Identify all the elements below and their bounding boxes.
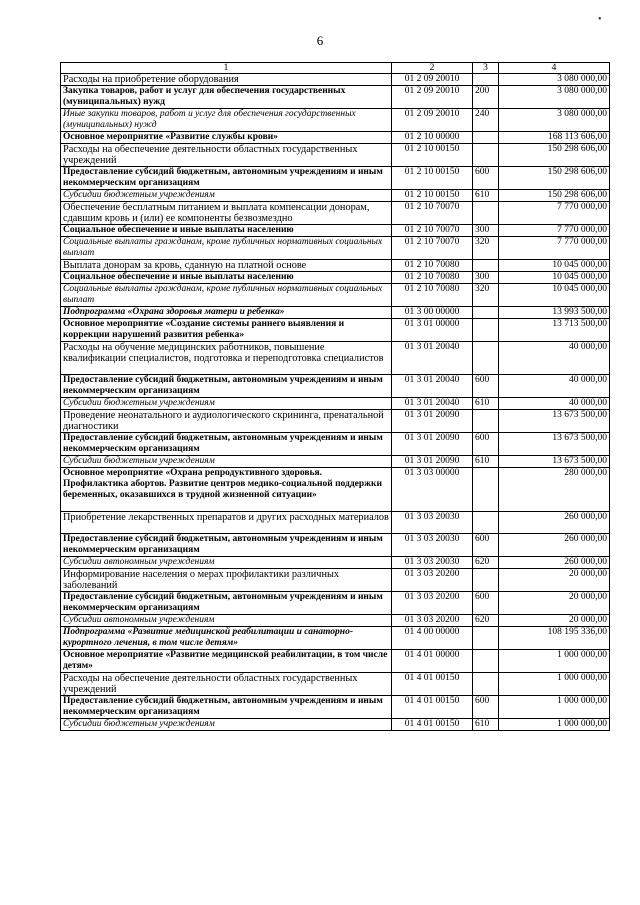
row-expense-type [473, 319, 499, 342]
row-name: Основное мероприятие «Развитие службы крови» [61, 132, 392, 144]
row-sum: 20 000,00 [499, 615, 610, 627]
row-sum: 7 770 000,00 [499, 202, 610, 225]
row-sum: 13 993 500,00 [499, 307, 610, 319]
row-sum: 13 673 500,00 [499, 410, 610, 433]
row-name: Основное мероприятие «Создание системы раннего выявления и коррекции нарушений развития ребенка» [61, 319, 392, 342]
page-number: 6 [316, 33, 324, 48]
table-row [61, 569, 610, 592]
row-expense-type [473, 569, 499, 592]
row-sum: 1 000 000,00 [499, 650, 610, 673]
row-name: Иные закупки товаров, работ и услуг для обеспечения государственных (муниципальных) нужд [61, 109, 392, 132]
row-expense-type: 600 [473, 433, 499, 456]
row-code: 01 3 03 20200 [392, 569, 473, 592]
row-sum: 10 045 000,00 [499, 272, 610, 284]
row-code: 01 3 03 20200 [392, 592, 473, 615]
row-sum: 20 000,00 [499, 592, 610, 615]
row-sum: 260 000,00 [499, 512, 610, 534]
table-row [61, 237, 610, 260]
row-name: Закупка товаров, работ и услуг для обеспечения государственных (муниципальных) нужд [61, 86, 392, 109]
row-name: Информирование населения о мерах профилактики различных заболеваний [61, 569, 392, 592]
row-code: 01 3 00 00000 [392, 307, 473, 319]
row-name: Приобретение лекарственных препаратов и других расходных материалов [61, 512, 392, 534]
table-row [61, 375, 610, 398]
row-code: 01 2 10 70080 [392, 260, 473, 272]
table-row [61, 167, 610, 190]
row-code: 01 2 10 00000 [392, 132, 473, 144]
row-name: Предоставление субсидий бюджетным, автономным учреждениям и иным некоммерческим организациям [61, 696, 392, 719]
table-row [61, 592, 610, 615]
table-row [61, 433, 610, 456]
row-expense-type: 610 [473, 456, 499, 468]
row-name: Социальные выплаты гражданам, кроме публичных нормативных социальных выплат [61, 284, 392, 307]
table-row [61, 144, 610, 167]
row-name: Предоставление субсидий бюджетным, автономным учреждениям и иным некоммерческим организациям [61, 375, 392, 398]
row-sum: 3 080 000,00 [499, 86, 610, 109]
table-row [61, 456, 610, 468]
budget-table [60, 62, 610, 731]
row-expense-type: 620 [473, 557, 499, 569]
table-row [61, 86, 610, 109]
row-expense-type [473, 74, 499, 86]
row-sum: 40 000,00 [499, 375, 610, 398]
row-sum: 260 000,00 [499, 557, 610, 569]
row-expense-type [473, 673, 499, 696]
row-sum: 3 080 000,00 [499, 74, 610, 86]
row-sum: 150 298 606,00 [499, 167, 610, 190]
row-name: Социальное обеспечение и иные выплаты населению [61, 225, 392, 237]
row-code: 01 2 09 20010 [392, 109, 473, 132]
row-sum: 13 673 500,00 [499, 433, 610, 456]
row-sum: 1 000 000,00 [499, 673, 610, 696]
row-name: Субсидии бюджетным учреждениям [61, 719, 392, 731]
row-code: 01 2 10 70080 [392, 284, 473, 307]
row-expense-type: 600 [473, 167, 499, 190]
row-name: Проведение неонатального и аудиологического скрининга, пренатальной диагностики [61, 410, 392, 433]
row-expense-type [473, 342, 499, 375]
row-code: 01 2 09 20010 [392, 74, 473, 86]
table-row [61, 615, 610, 627]
table-row [61, 534, 610, 557]
header-code: 2 [392, 63, 473, 74]
row-expense-type: 320 [473, 237, 499, 260]
row-name: Основное мероприятие «Развитие медицинской реабилитации, в том числе детям» [61, 650, 392, 673]
row-sum: 40 000,00 [499, 398, 610, 410]
row-expense-type [473, 144, 499, 167]
row-code: 01 3 03 00000 [392, 468, 473, 512]
row-code: 01 3 03 20030 [392, 512, 473, 534]
header-name: 1 [61, 63, 392, 74]
row-expense-type [473, 202, 499, 225]
row-expense-type: 600 [473, 696, 499, 719]
row-code: 01 4 01 00150 [392, 719, 473, 731]
row-expense-type: 600 [473, 592, 499, 615]
row-expense-type: 200 [473, 86, 499, 109]
row-name: Субсидии бюджетным учреждениям [61, 456, 392, 468]
row-name: Субсидии автономным учреждениям [61, 557, 392, 569]
row-sum: 7 770 000,00 [499, 225, 610, 237]
row-expense-type [473, 132, 499, 144]
row-code: 01 3 01 20090 [392, 433, 473, 456]
row-code: 01 3 01 20040 [392, 342, 473, 375]
row-expense-type: 600 [473, 375, 499, 398]
row-expense-type [473, 410, 499, 433]
row-code: 01 3 03 20030 [392, 534, 473, 557]
row-code: 01 4 00 00000 [392, 627, 473, 650]
table-row [61, 202, 610, 225]
header-vr: 3 [473, 63, 499, 74]
row-sum: 108 195 336,00 [499, 627, 610, 650]
row-expense-type [473, 260, 499, 272]
corner-mark: • [598, 14, 602, 25]
row-name: Социальное обеспечение и иные выплаты населению [61, 272, 392, 284]
table-row [61, 260, 610, 272]
row-expense-type [473, 468, 499, 512]
row-code: 01 3 01 20040 [392, 375, 473, 398]
row-name: Подпрограмма «Охрана здоровья матери и ребенка» [61, 307, 392, 319]
row-code: 01 3 01 20040 [392, 398, 473, 410]
row-expense-type: 300 [473, 272, 499, 284]
row-expense-type: 240 [473, 109, 499, 132]
table-row [61, 284, 610, 307]
header-sum: 4 [499, 63, 610, 74]
row-expense-type: 300 [473, 225, 499, 237]
row-expense-type: 600 [473, 534, 499, 557]
row-sum: 150 298 606,00 [499, 190, 610, 202]
row-name: Социальные выплаты гражданам, кроме публичных нормативных социальных выплат [61, 237, 392, 260]
row-code: 01 2 09 20010 [392, 86, 473, 109]
row-name: Субсидии бюджетным учреждениям [61, 190, 392, 202]
table-row [61, 319, 610, 342]
row-name: Обеспечение бесплатным питанием и выплата компенсации донорам, сдавшим кровь и (или) ее компоненты безвозмездно [61, 202, 392, 225]
row-code: 01 2 10 70070 [392, 202, 473, 225]
row-expense-type: 610 [473, 190, 499, 202]
table-row [61, 109, 610, 132]
row-code: 01 2 10 00150 [392, 167, 473, 190]
row-name: Подпрограмма «Развитие медицинской реабилитации и санаторно-курортного лечения, в том числе детям» [61, 627, 392, 650]
table-row [61, 272, 610, 284]
table-row [61, 132, 610, 144]
row-sum: 1 000 000,00 [499, 696, 610, 719]
table-row [61, 512, 610, 534]
header-row [61, 63, 610, 74]
table-row [61, 410, 610, 433]
table-row [61, 557, 610, 569]
row-sum: 13 713 500,00 [499, 319, 610, 342]
row-expense-type: 620 [473, 615, 499, 627]
row-name: Предоставление субсидий бюджетным, автономным учреждениям и иным некоммерческим организациям [61, 534, 392, 557]
row-name: Расходы на обеспечение деятельности областных государственных учреждений [61, 144, 392, 167]
row-expense-type: 610 [473, 398, 499, 410]
table-row [61, 468, 610, 512]
row-code: 01 4 01 00000 [392, 650, 473, 673]
row-code: 01 3 03 20030 [392, 557, 473, 569]
row-name: Расходы на обеспечение деятельности областных государственных учреждений [61, 673, 392, 696]
row-expense-type [473, 307, 499, 319]
table-row [61, 627, 610, 650]
row-sum: 10 045 000,00 [499, 284, 610, 307]
row-expense-type [473, 627, 499, 650]
row-name: Предоставление субсидий бюджетным, автономным учреждениям и иным некоммерческим организациям [61, 433, 392, 456]
row-expense-type [473, 650, 499, 673]
row-code: 01 4 01 00150 [392, 673, 473, 696]
table-row [61, 398, 610, 410]
row-code: 01 3 03 20200 [392, 615, 473, 627]
table-row [61, 673, 610, 696]
row-expense-type: 320 [473, 284, 499, 307]
row-sum: 260 000,00 [499, 534, 610, 557]
row-sum: 3 080 000,00 [499, 109, 610, 132]
row-name: Предоставление субсидий бюджетным, автономным учреждениям и иным некоммерческим организациям [61, 167, 392, 190]
row-code: 01 3 01 00000 [392, 319, 473, 342]
row-code: 01 3 01 20090 [392, 410, 473, 433]
row-code: 01 4 01 00150 [392, 696, 473, 719]
row-name: Субсидии автономным учреждениям [61, 615, 392, 627]
row-code: 01 2 10 70080 [392, 272, 473, 284]
row-name: Основное мероприятие «Охрана репродуктивного здоровья. Профилактика абортов. Развитие центров медико-социальной поддержки беременных, оказавшихся в трудной жизненной ситуации» [61, 468, 392, 512]
table-row [61, 696, 610, 719]
table-row [61, 719, 610, 731]
row-code: 01 3 01 20090 [392, 456, 473, 468]
row-expense-type: 610 [473, 719, 499, 731]
row-code: 01 2 10 70070 [392, 225, 473, 237]
table-row [61, 225, 610, 237]
table-row [61, 74, 610, 86]
row-name: Расходы на обучение медицинских работников, повышение квалификации специалистов, подготовка и переподготовка специалистов [61, 342, 392, 375]
row-code: 01 2 10 00150 [392, 190, 473, 202]
row-code: 01 2 10 70070 [392, 237, 473, 260]
row-name: Предоставление субсидий бюджетным, автономным учреждениям и иным некоммерческим организациям [61, 592, 392, 615]
row-sum: 40 000,00 [499, 342, 610, 375]
row-sum: 150 298 606,00 [499, 144, 610, 167]
row-sum: 20 000,00 [499, 569, 610, 592]
table-row [61, 190, 610, 202]
row-name: Расходы на приобретение оборудования [61, 74, 392, 86]
row-name: Выплата донорам за кровь, сданную на платной основе [61, 260, 392, 272]
row-sum: 1 000 000,00 [499, 719, 610, 731]
table-row [61, 342, 610, 375]
row-expense-type [473, 512, 499, 534]
row-sum: 7 770 000,00 [499, 237, 610, 260]
table-row [61, 307, 610, 319]
row-name: Субсидии бюджетным учреждениям [61, 398, 392, 410]
row-code: 01 2 10 00150 [392, 144, 473, 167]
row-sum: 168 113 606,00 [499, 132, 610, 144]
row-sum: 280 000,00 [499, 468, 610, 512]
table-row [61, 650, 610, 673]
row-sum: 13 673 500,00 [499, 456, 610, 468]
row-sum: 10 045 000,00 [499, 260, 610, 272]
